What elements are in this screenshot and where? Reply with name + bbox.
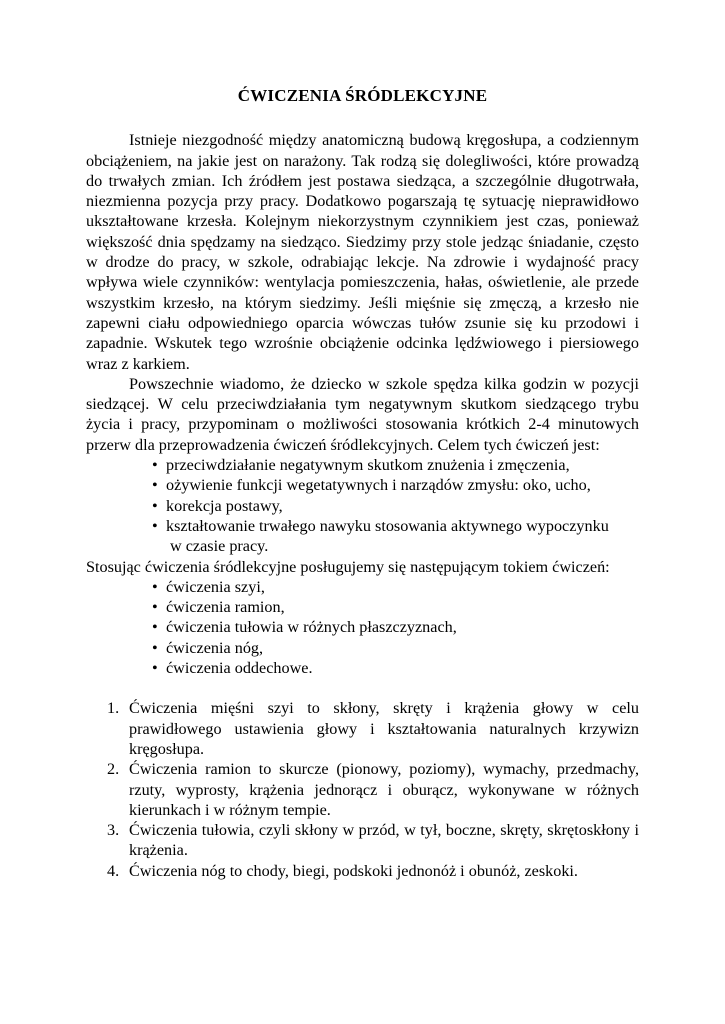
- list-item: [107, 861, 639, 881]
- types-list: [152, 577, 639, 678]
- bullet-icon: •: [152, 638, 158, 657]
- types-intro: Stosując ćwiczenia śródlekcyjne posługujemy się następującym tokiem ćwiczeń:: [86, 557, 610, 576]
- type-text: ćwiczenia tułowia w różnych płaszczyznach,: [166, 618, 457, 637]
- list-item: [152, 516, 647, 557]
- document-page: [86, 86, 639, 881]
- list-item: [152, 617, 639, 637]
- bullet-icon: •: [152, 618, 158, 637]
- paragraph-intro: Istnieje niezgodność między anatomiczną budową kręgosłupa, a codziennym obciążeniem, na jakie jest on narażony. Tak rodzą się dolegliwości, które prowadzą do trwałych zmian. Ich źródłem jest postawa siedząca, a szczególnie długotrwała, niezmienna pozycja przy pracy. Dodatkowo pogarszają tę sytuację nieprawidłowo ukształtowane krzesła. Kolejnym niekorzystnym czynnikiem jest czas, ponieważ większość dnia spędzamy na siedząco. Siedzimy przy stole jedząc śniadanie, często w drodze do pracy, w szkole, odrabiając lekcje. Na zdrowie i wydajność pracy wpływa wiele czynników: wentylacja pomieszczenia, hałas, oświetlenie, ale przede wszystkim krzesło, na którym siedzimy. Jeśli mięśnie się zmęczą, a krzesło nie zapewni ciału odpowiedniego oparcia wówczas tułów zsunie się ku przodowi i zapadnie. Wskutek tego wzrośnie obciążenie odcinka lędźwiowego i piersiowego wraz z karkiem.: [86, 131, 639, 373]
- list-item: [152, 496, 647, 516]
- list-item: [107, 820, 639, 861]
- item-text: Ćwiczenia mięśni szyi to skłony, skręty i krążenia głowy w celu prawidłowego ustawienia głowy i kształtowania naturalnych krzywizn kręgosłupa.: [129, 699, 639, 758]
- goal-text: kształtowanie trwałego nawyku stosowania aktywnego wypoczynku: [166, 516, 609, 535]
- goal-text: ożywienie funkcji wegetatywnych i narządów zmysłu: oko, ucho,: [166, 476, 591, 495]
- type-text: ćwiczenia szyi,: [166, 577, 265, 596]
- document-title: ĆWICZENIA ŚRÓDLEKCYJNE: [237, 86, 488, 105]
- goal-text-continuation: w czasie pracy.: [170, 537, 269, 556]
- type-text: ćwiczenia ramion,: [166, 598, 285, 617]
- item-text: Ćwiczenia tułowia, czyli skłony w przód, w tył, boczne, skręty, skrętoskłony i krążenia.: [129, 821, 639, 860]
- bullet-icon: •: [152, 476, 158, 495]
- exercise-descriptions: [107, 698, 639, 881]
- list-item: [107, 759, 639, 820]
- list-item: [152, 597, 639, 617]
- item-number: 1.: [107, 699, 120, 718]
- bullet-icon: •: [152, 598, 158, 617]
- goal-text: przeciwdziałanie negatywnym skutkom znużenia i zmęczenia,: [166, 456, 570, 475]
- goal-text: korekcja postawy,: [166, 496, 283, 515]
- item-text: Ćwiczenia nóg to chody, biegi, podskoki jednonóż i obunóż, zeskoki.: [129, 861, 578, 880]
- goals-list: [152, 455, 647, 556]
- list-item: [152, 455, 647, 475]
- list-item: [152, 638, 639, 658]
- item-number: 2.: [107, 760, 120, 779]
- list-item: [152, 577, 639, 597]
- item-text: Ćwiczenia ramion to skurcze (pionowy, poziomy), wymachy, przedmachy, rzuty, wyprosty, krążenia jednorącz i oburącz, wykonywane w różnych kierunkach i w różnym tempie.: [129, 760, 639, 819]
- bullet-icon: •: [152, 577, 158, 596]
- item-number: 4.: [107, 861, 120, 880]
- bullet-icon: •: [152, 456, 158, 475]
- bullet-icon: •: [152, 496, 158, 515]
- list-item: [107, 698, 639, 759]
- type-text: ćwiczenia nóg,: [166, 638, 264, 657]
- paragraph-school: Powszechnie wiadomo, że dziecko w szkole spędza kilka godzin w pozycji siedzącej. W celu przeciwdziałania tym negatywnym skutkom siedzącego trybu życia i pracy, przypominam o możliwości stosowania krótkich 2-4 minutowych przerw dla przeprowadzenia ćwiczeń śródlekcyjnych. Celem tych ćwiczeń jest:: [86, 374, 639, 454]
- item-number: 3.: [107, 821, 120, 840]
- bullet-icon: •: [152, 659, 158, 678]
- list-item: [152, 475, 647, 495]
- bullet-icon: •: [152, 516, 158, 535]
- type-text: ćwiczenia oddechowe.: [166, 659, 313, 678]
- list-item: [152, 658, 639, 678]
